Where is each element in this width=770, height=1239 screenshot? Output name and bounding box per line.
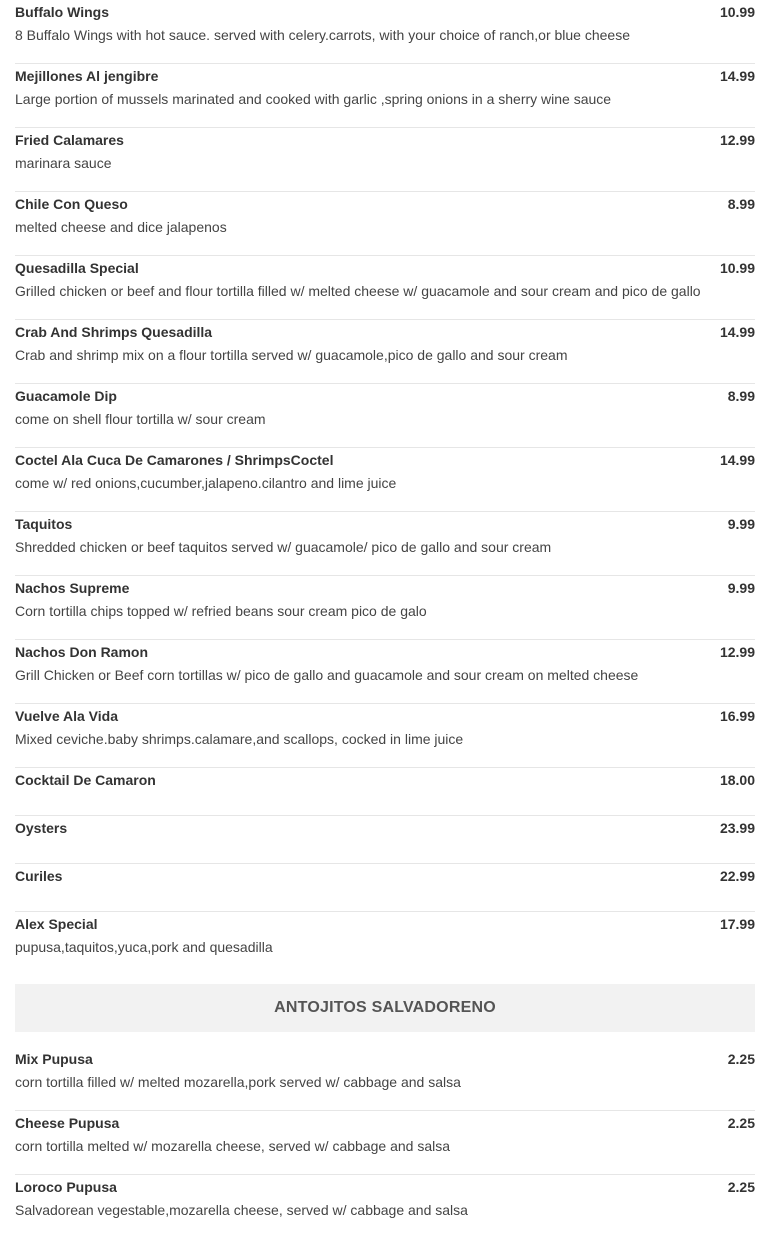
item-name: Vuelve Ala Vida [15,708,118,724]
item-price: 23.99 [719,820,755,836]
item-name: Curiles [15,868,63,884]
item-price: 18.00 [719,772,755,788]
menu-item-vuelve-ala-vida[interactable] [15,704,755,768]
item-description: corn tortilla melted w/ mozarella cheese, served w/ cabbage and salsa [15,1138,450,1154]
menu-item-buffalo-wings[interactable] [15,0,755,64]
item-description: melted cheese and dice jalapenos [15,219,227,235]
item-description: 8 Buffalo Wings with hot sauce. served with celery.carrots, with your choice of ranch,or blue cheese [15,27,631,43]
item-description: come on shell flour tortilla w/ sour cream [15,411,266,427]
item-name: Coctel Ala Cuca De Camarones / ShrimpsCoctel [15,452,334,468]
item-description: Corn tortilla chips topped w/ refried beans sour cream pico de galo [15,603,427,619]
item-name: Alex Special [15,916,98,932]
menu-item-oysters[interactable] [15,816,755,864]
item-price: 10.99 [719,4,755,20]
item-description: Crab and shrimp mix on a flour tortilla served w/ guacamole,pico de gallo and sour cream [15,347,568,363]
item-price: 2.25 [727,1179,755,1195]
item-name: Cocktail De Camaron [15,772,156,788]
item-description: Grill Chicken or Beef corn tortillas w/ pico de gallo and guacamole and sour cream on melted cheese [15,667,639,683]
item-name: Chile Con Queso [15,196,128,212]
item-description: Salvadorean vegestable,mozarella cheese, served w/ cabbage and salsa [15,1202,468,1218]
item-name: Fried Calamares [15,132,124,148]
menu-item-mix-pupusa[interactable] [15,1047,755,1111]
section-header-antojitos [15,984,755,1032]
section-title: ANTOJITOS SALVADORENO [274,999,496,1016]
menu-item-cheese-pupusa[interactable] [15,1111,755,1175]
item-price: 8.99 [727,388,755,404]
item-price: 22.99 [719,868,755,884]
menu-item-curiles[interactable] [15,864,755,912]
item-price: 16.99 [719,708,755,724]
item-name: Oysters [15,820,68,836]
item-description: Mixed ceviche.baby shrimps.calamare,and scallops, cocked in lime juice [15,731,464,747]
item-price: 2.25 [727,1051,755,1067]
item-price: 12.99 [719,132,755,148]
item-name: Quesadilla Special [15,260,139,276]
item-price: 2.25 [727,1115,755,1131]
item-price: 17.99 [719,916,755,932]
item-name: Cheese Pupusa [15,1115,120,1131]
item-price: 12.99 [719,644,755,660]
menu-item-coctel-camarones[interactable] [15,448,755,512]
item-description: corn tortilla filled w/ melted mozarella,pork served w/ cabbage and salsa [15,1074,461,1090]
menu-item-guacamole-dip[interactable] [15,384,755,448]
item-price: 14.99 [719,452,755,468]
menu-item-alex-special[interactable] [15,912,755,976]
item-name: Nachos Don Ramon [15,644,149,660]
item-price: 14.99 [719,68,755,84]
menu-item-nachos-don-ramon[interactable] [15,640,755,704]
item-name: Buffalo Wings [15,4,109,20]
menu-item-chile-con-queso[interactable] [15,192,755,256]
item-price: 14.99 [719,324,755,340]
menu-item-quesadilla-special[interactable] [15,256,755,320]
menu-item-crab-shrimps-quesadilla[interactable] [15,320,755,384]
menu-list [15,0,755,1239]
item-price: 9.99 [727,516,755,532]
item-description: Shredded chicken or beef taquitos served w/ guacamole/ pico de gallo and sour cream [15,539,552,555]
item-description: pupusa,taquitos,yuca,pork and quesadilla [15,939,273,955]
item-price: 8.99 [727,196,755,212]
item-description: marinara sauce [15,155,112,171]
item-name: Mix Pupusa [15,1051,93,1067]
item-price: 9.99 [727,580,755,596]
item-name: Nachos Supreme [15,580,130,596]
item-price: 10.99 [719,260,755,276]
item-description: Large portion of mussels marinated and cooked with garlic ,spring onions in a sherry wine sauce [15,91,612,107]
menu-item-mejillones[interactable] [15,64,755,128]
item-name: Crab And Shrimps Quesadilla [15,324,213,340]
menu-item-cocktail-de-camaron[interactable] [15,768,755,816]
item-name: Guacamole Dip [15,388,117,404]
menu-item-nachos-supreme[interactable] [15,576,755,640]
item-name: Loroco Pupusa [15,1179,117,1195]
menu-item-loroco-pupusa[interactable] [15,1175,755,1239]
menu-item-fried-calamares[interactable] [15,128,755,192]
item-name: Taquitos [15,516,73,532]
item-name: Mejillones Al jengibre [15,68,159,84]
item-description: Grilled chicken or beef and flour tortilla filled w/ melted cheese w/ guacamole and sour cream and pico de gallo [15,283,701,299]
item-description: come w/ red onions,cucumber,jalapeno.cilantro and lime juice [15,475,397,491]
menu-item-taquitos[interactable] [15,512,755,576]
